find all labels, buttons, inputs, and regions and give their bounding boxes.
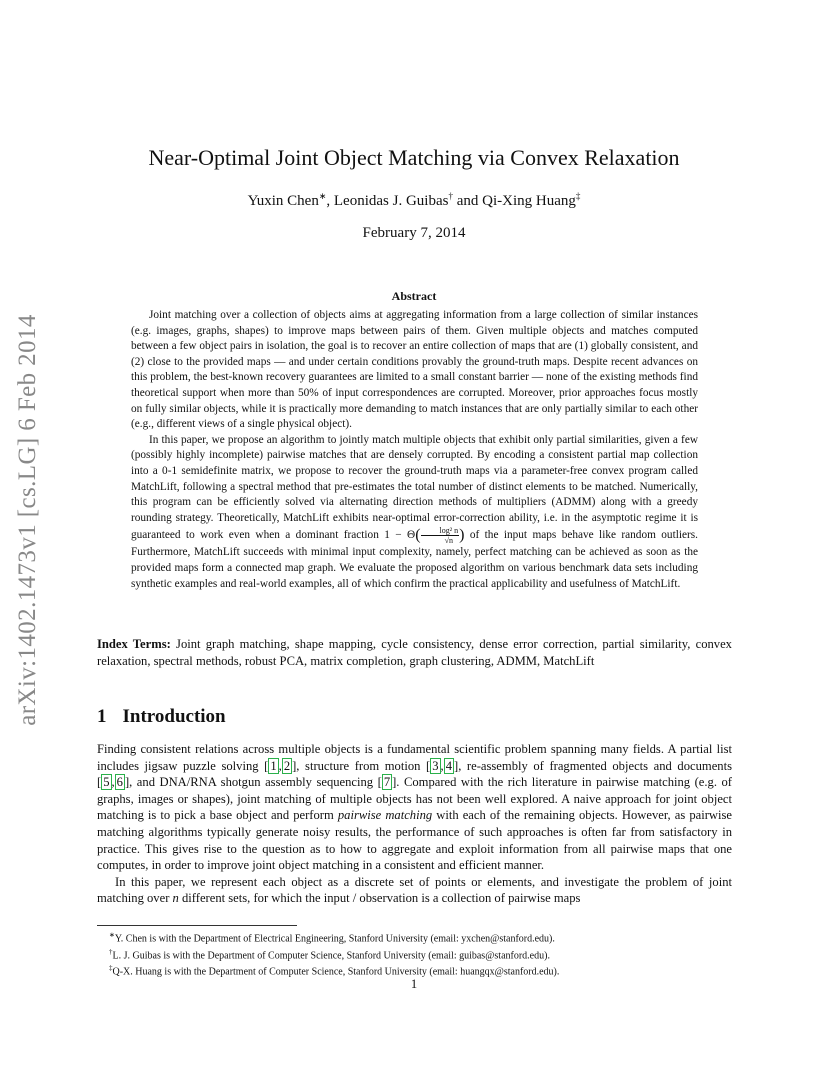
page-number: 1 xyxy=(410,977,418,991)
body-text: Finding consistent relations across multiple objects is a fundamental scientific problem spanning many fields. A partial list includes jigsaw puzzle solving [ xyxy=(97,742,732,773)
body-text: ]. Compared with the rich literature in pairwise matching (e.g. of graphs, images or shapes), joint matching of multiple objects has not been well explored. A naive approach for joint object matching is to pick a base object and perform xyxy=(97,775,732,823)
abstract-text: In this paper, we propose an algorithm to jointly match multiple objects that exhibit only partial similarities, given a few (possibly highly incomplete) pairwise matches that are densely corrupted. By encoding a consistent partial map collection into a 0-1 semidefinite matrix, we propose to recover the ground-truth maps via a parameter-free convex program called MatchLift, following a spectral method that pre-estimates the total number of distinct elements to be matched. Numerically, this program can be efficiently solved via alternating direction methods of multipliers (ADMM) along with a greedy rounding strategy. Theoretically, MatchLift exhibits near-optimal error-correction ability, i.e. in the asymptotic regime it is guaranteed to work even when a dominant fraction 1 − Θ xyxy=(131,433,698,542)
body-text: different sets, for which the input / observation is a collection of pairwise maps xyxy=(178,891,581,906)
index-terms-label: Index Terms: xyxy=(97,637,171,651)
body-text: ], re-assembly of fragmented objects and documents [ xyxy=(97,758,732,790)
paper-date: February 7, 2014 xyxy=(362,225,466,241)
section-title: Introduction xyxy=(122,706,226,727)
abstract-paragraph: Joint matching over a collection of objects aims at aggregating information from a large collection of similar instances (e.g. images, graphs, shapes) to improve maps between pairs of them. Given multiple objects and matches computed between a few object pairs in isolation, the goal is to recover an entire collection of maps that are (1) globally consistent, and (2) close to the provided maps — and under certain conditions provably the ground-truth maps. Despite recent advances on this problem, the best-known recovery guarantees are limited to a small constant barrier — none of the existing methods find theoretical support when more than 50% of input correspondences are corrupted. Moreover, prior approaches focus mostly on fully similar objects, while it is practically more demanding to match instances that are only partially similar to each other (e.g., different views of a single physical object). xyxy=(131,309,698,431)
author-separator: , xyxy=(326,193,334,209)
introduction-body xyxy=(97,741,732,907)
math-paren: ) xyxy=(459,527,465,545)
citation-link[interactable]: 2 xyxy=(283,758,291,773)
math-denominator: √n xyxy=(444,536,454,546)
citation-link[interactable]: 7 xyxy=(383,775,391,790)
footnote xyxy=(97,946,732,963)
abstract-text: of the input maps behave like random outliers. Furthermore, MatchLift succeeds with minimal input complexity, namely, perfect matching can be achieved as soon as the provided maps form a connected map graph. We evaluate the proposed algorithm on various benchmark data sets including synthetic examples and real-world examples, all of which confirm the practical applicability and usefulness of MatchLift. xyxy=(131,529,698,590)
body-text: with each of the remaining objects. However, as pairwise matching algorithms typically generate noisy results, the performance of such approaches is often far from satisfactory in practice. This gives rise to the question as to how to aggregate and exploit information from all pairwise maps that one computes, in order to improve joint object matching in a consistent and efficient manner. xyxy=(97,808,732,873)
paper-title: Near-Optimal Joint Object Matching via Convex Relaxation xyxy=(148,145,680,170)
footnote-text: Q-X. Huang is with the Department of Computer Science, Stanford University (email: huangqx@stanford.edu). xyxy=(112,966,560,978)
citation-link[interactable]: 4 xyxy=(445,758,452,773)
math-fraction xyxy=(421,526,460,545)
abstract-body xyxy=(131,308,698,592)
author-list xyxy=(0,191,828,210)
footnote-text: Y. Chen is with the Department of Electrical Engineering, Stanford University (email: yxchen@stanford.edu). xyxy=(114,933,555,945)
footnote-text: L. J. Guibas is with the Department of Computer Science, Stanford University (email: guibas@stanford.edu). xyxy=(112,949,550,961)
index-terms xyxy=(97,636,732,669)
citation-link[interactable]: 6 xyxy=(116,775,123,790)
footnote-mark: ‡ xyxy=(109,964,113,973)
abstract-heading: Abstract xyxy=(391,289,437,303)
author-name: Qi-Xing Huang xyxy=(482,193,576,209)
author-footnote-mark: ‡ xyxy=(575,191,581,201)
section-heading xyxy=(97,706,226,728)
emphasis-text: pairwise matching xyxy=(337,808,433,823)
footnote-mark: ∗ xyxy=(109,931,115,939)
author-footnote-mark: ∗ xyxy=(318,191,327,201)
index-terms-text: Joint graph matching, shape mapping, cycle consistency, dense error correction, partial similarity, convex relaxation, spectral methods, robust PCA, matrix completion, graph clustering, ADMM, MatchLift xyxy=(97,637,732,668)
author-separator: and xyxy=(452,193,483,209)
citation-link[interactable]: 5 xyxy=(103,775,110,790)
body-paragraph: Finding consistent relations across multiple objects is a fundamental scientific problem spanning many fields. A partial list includes jigsaw puzzle solving [ 1 , 2 ], structure from motion [ 3 , 4 ], re-assembly of fragmented objects and documents [ 5 , 6 ], and DNA/RNA shotgun assembly sequencing [ 7 ]. Compared with the rich literature in pairwise matching (e.g. of graphs, images or shapes), joint matching of multiple objects has not been well explored. A naive approach for joint object matching is to pick a base object and perform pairwise matching with each of the remaining objects. However, as pairwise matching algorithms typically generate noisy results, the performance of such approaches is often far from satisfactory in practice. This gives rise to the question as to how to aggregate and exploit information from all pairwise maps that one computes, in order to improve joint object matching in a consistent and efficient manner. xyxy=(97,742,732,873)
body-text: ], structure from motion [ xyxy=(292,758,431,773)
math-variable: n xyxy=(172,891,179,906)
math-paren: ( xyxy=(415,527,421,545)
body-text: In this paper, we represent each object as a discrete set of points or elements, and investigate the problem of joint matching over xyxy=(97,874,732,906)
citation-link[interactable]: 1 xyxy=(270,758,277,773)
arxiv-identifier-stamp xyxy=(6,300,50,740)
author-name: Leonidas J. Guibas xyxy=(333,193,449,209)
body-text: ], and DNA/RNA shotgun assembly sequencing [ xyxy=(124,775,382,790)
footnotes xyxy=(97,929,732,979)
author-name: Yuxin Chen xyxy=(247,193,319,209)
arxiv-identifier: arXiv:1402.1473v1 [cs.LG] 6 Feb 2014 xyxy=(14,314,42,726)
author-footnote-mark: † xyxy=(448,191,453,201)
footnote-divider xyxy=(97,925,297,926)
citation-link[interactable]: 3 xyxy=(432,758,439,773)
math-numerator: log² n xyxy=(421,526,460,536)
footnote-mark: † xyxy=(109,947,113,956)
body-paragraph xyxy=(97,874,732,907)
abstract-paragraph xyxy=(131,433,698,592)
section-number: 1 xyxy=(97,706,107,727)
footnote xyxy=(97,929,732,946)
